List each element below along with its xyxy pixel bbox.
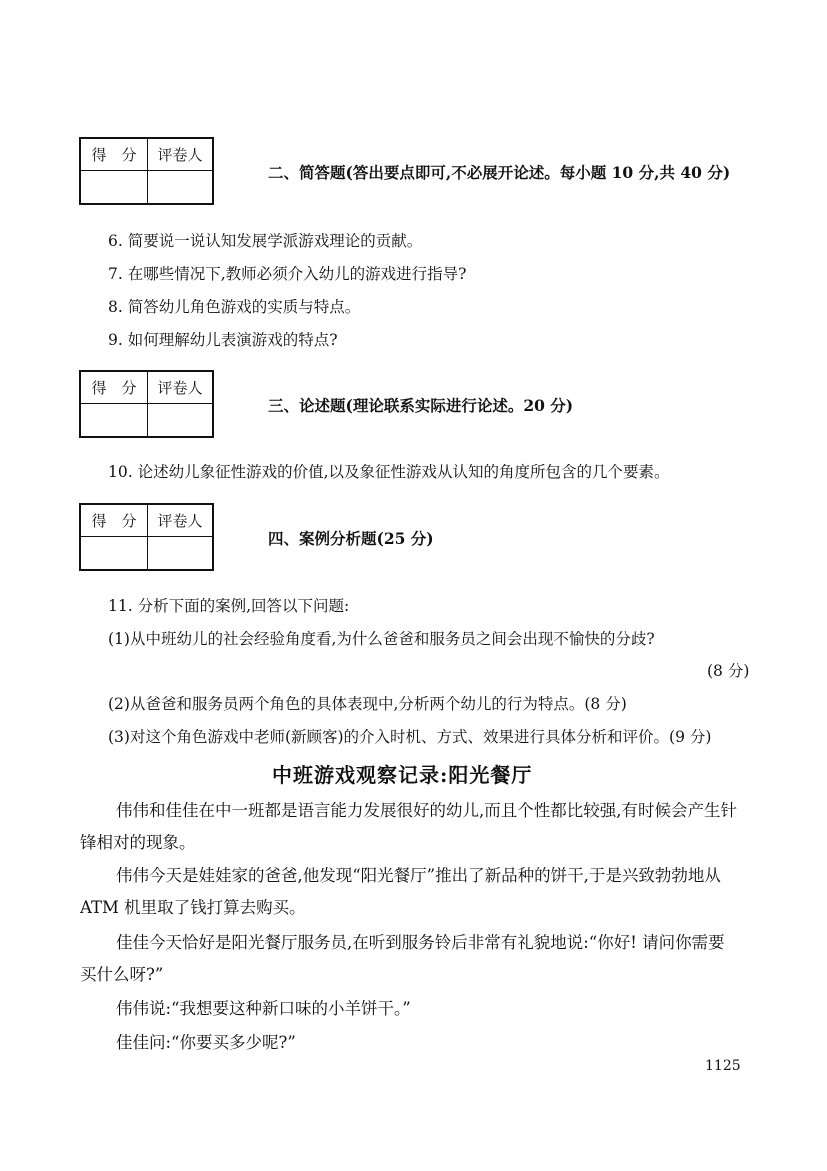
question-11-intro: 11. 分析下面的案例,回答以下问题: — [108, 597, 350, 615]
section4-heading: 四、案例分析题(25 分) — [268, 529, 434, 548]
sub-question-1: (1)从中班幼儿的社会经验角度看,为什么爸爸和服务员之间会出现不愉快的分歧? — [108, 630, 655, 648]
case-title: 中班游戏观察记录:阳光餐厅 — [272, 763, 533, 787]
sub-question-3: (3)对这个角色游戏中老师(新顾客)的介入时机、方式、效果进行具体分析和评价。(9 分) — [108, 728, 712, 746]
case-line: 佳佳今天恰好是阳光餐厅服务员,在听到服务铃后非常有礼貌地说:“你好! 请问你需要 — [116, 933, 725, 952]
score-table — [79, 370, 214, 438]
case-line: 伟伟今天是娃娃家的爸爸,他发现“阳光餐厅”推出了新品种的饼干,于是兴致勃勃地从 — [116, 866, 721, 885]
score-cell[interactable] — [80, 171, 148, 205]
grader-cell[interactable] — [148, 537, 214, 571]
question-6: 6. 简要说一说认知发展学派游戏理论的贡献。 — [108, 232, 423, 250]
score-header: 得 分 — [80, 138, 148, 171]
case-line: 伟伟说:“我想要这种新口味的小羊饼干。” — [116, 999, 411, 1018]
score-header: 得 分 — [80, 371, 148, 404]
case-line: ATM 机里取了钱打算去购买。 — [80, 898, 306, 917]
score-cell[interactable] — [80, 404, 148, 438]
grader-cell[interactable] — [148, 171, 214, 205]
question-9: 9. 如何理解幼儿表演游戏的特点? — [108, 331, 338, 349]
case-line: 买什么呀?” — [80, 965, 164, 984]
score-table — [79, 503, 214, 571]
question-7: 7. 在哪些情况下,教师必须介入幼儿的游戏进行指导? — [108, 265, 467, 283]
grader-cell[interactable] — [148, 404, 214, 438]
page-number: 1125 — [705, 1058, 741, 1074]
section2-heading: 二、简答题(答出要点即可,不必展开论述。每小题 10 分,共 40 分) — [268, 163, 731, 182]
grader-header: 评卷人 — [148, 371, 214, 404]
score-header: 得 分 — [80, 504, 148, 537]
question-8: 8. 简答幼儿角色游戏的实质与特点。 — [108, 298, 361, 316]
score-table — [79, 137, 214, 205]
sub-question-1-score: (8 分) — [707, 662, 750, 680]
grader-header: 评卷人 — [148, 504, 214, 537]
case-line: 佳佳问:“你要买多少呢?” — [116, 1033, 296, 1052]
grader-header: 评卷人 — [148, 138, 214, 171]
section3-heading: 三、论述题(理论联系实际进行论述。20 分) — [268, 396, 574, 415]
case-line: 锋相对的现象。 — [80, 833, 196, 852]
score-cell[interactable] — [80, 537, 148, 571]
question-10: 10. 论述幼儿象征性游戏的价值,以及象征性游戏从认知的角度所包含的几个要素。 — [108, 463, 670, 481]
sub-question-2: (2)从爸爸和服务员两个角色的具体表现中,分析两个幼儿的行为特点。(8 分) — [108, 695, 627, 713]
case-line: 伟伟和佳佳在中一班都是语言能力发展很好的幼儿,而且个性都比较强,有时候会产生针 — [116, 801, 737, 820]
